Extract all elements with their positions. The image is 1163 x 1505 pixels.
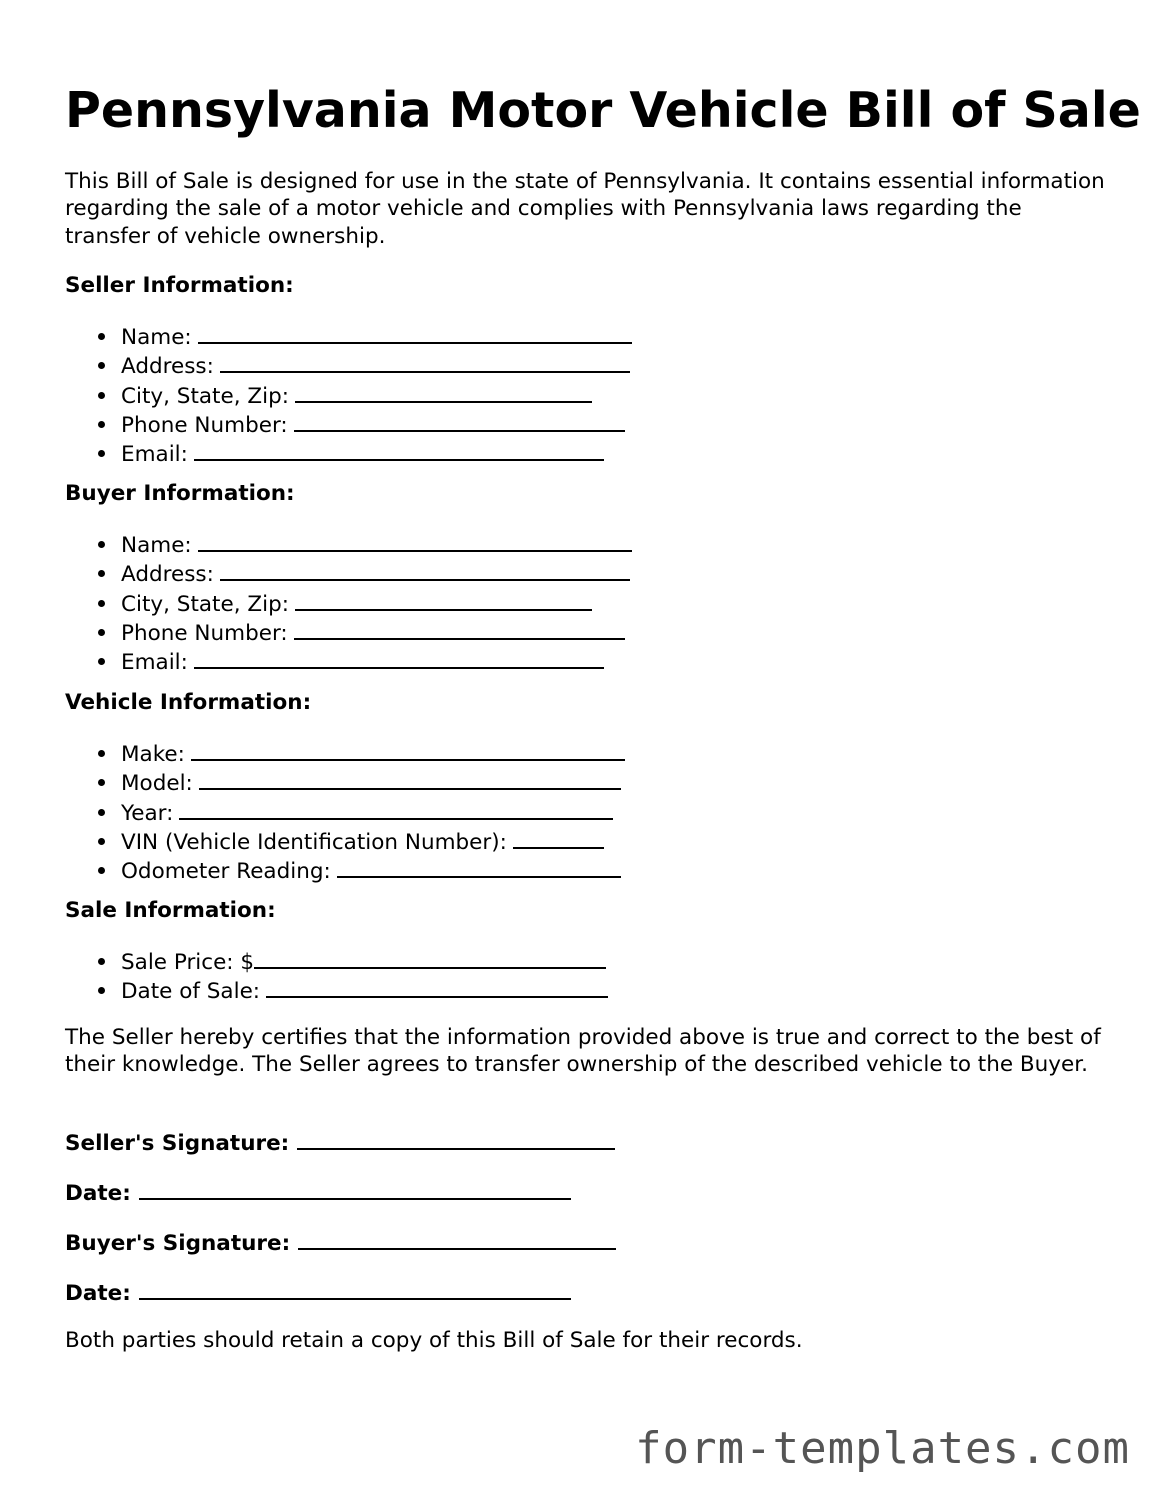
intro-paragraph: This Bill of Sale is designed for use in the state of Pennsylvania. It contains essential information regarding the sale of a motor vehicle and complies with Pennsylvania laws regarding the transfer of vehicle ownership. bbox=[65, 169, 1105, 249]
seller-address-blank[interactable] bbox=[220, 351, 630, 373]
vehicle-year-field bbox=[121, 798, 625, 827]
seller-date-blank[interactable] bbox=[139, 1178, 571, 1200]
seller-phone-blank[interactable] bbox=[294, 410, 625, 432]
field-label: Phone Number: bbox=[121, 620, 288, 646]
seller-city-state-zip-blank[interactable] bbox=[295, 381, 592, 403]
buyer-heading: Buyer Information: bbox=[65, 481, 295, 506]
buyer-date-line bbox=[65, 1278, 571, 1307]
buyer-address-blank[interactable] bbox=[220, 559, 630, 581]
document-title: Pennsylvania Motor Vehicle Bill of Sale bbox=[65, 82, 1141, 139]
seller-email-blank[interactable] bbox=[194, 439, 604, 461]
sale-date-field bbox=[121, 976, 608, 1005]
buyer-address-field bbox=[121, 559, 632, 588]
field-label: City, State, Zip: bbox=[121, 591, 289, 617]
buyer-name-blank[interactable] bbox=[198, 530, 632, 552]
buyer-city-state-zip-field bbox=[121, 589, 632, 618]
seller-phone-field bbox=[121, 410, 632, 439]
buyer-fields bbox=[65, 530, 632, 676]
sale-heading: Sale Information: bbox=[65, 898, 276, 923]
buyer-signature-label: Buyer's Signature: bbox=[65, 1231, 291, 1256]
field-label: Email: bbox=[121, 650, 188, 676]
seller-address-field bbox=[121, 351, 632, 380]
field-label: Phone Number: bbox=[121, 412, 288, 438]
vehicle-year-blank[interactable] bbox=[179, 798, 613, 820]
buyer-phone-blank[interactable] bbox=[294, 618, 625, 640]
certification-paragraph: The Seller hereby certifies that the information provided above is true and correct to the best of their knowledge. The Seller agrees to transfer ownership of the described vehicle to the Buyer. bbox=[65, 1025, 1101, 1078]
vehicle-fields bbox=[65, 739, 625, 885]
seller-name-blank[interactable] bbox=[198, 322, 632, 344]
buyer-city-state-zip-blank[interactable] bbox=[295, 589, 592, 611]
buyer-date-label: Date: bbox=[65, 1281, 131, 1306]
buyer-signature-blank[interactable] bbox=[298, 1228, 616, 1250]
field-label: City, State, Zip: bbox=[121, 383, 289, 409]
vehicle-vin-blank[interactable] bbox=[513, 827, 604, 849]
field-label: Make: bbox=[121, 742, 185, 767]
vehicle-odometer-blank[interactable] bbox=[337, 856, 621, 878]
buyer-email-field bbox=[121, 647, 632, 676]
buyer-email-blank[interactable] bbox=[194, 647, 604, 669]
seller-fields bbox=[65, 322, 632, 468]
buyer-signature-line bbox=[65, 1228, 616, 1257]
field-label: Email: bbox=[121, 442, 188, 468]
field-label: VIN (Vehicle Identification Number): bbox=[121, 829, 507, 855]
seller-signature-label: Seller's Signature: bbox=[65, 1131, 290, 1156]
buyer-phone-field bbox=[121, 618, 632, 647]
vehicle-heading: Vehicle Information: bbox=[65, 690, 312, 715]
sale-fields bbox=[65, 947, 608, 1006]
sale-price-field bbox=[121, 947, 608, 976]
seller-city-state-zip-field bbox=[121, 381, 632, 410]
field-label: Model: bbox=[121, 771, 193, 797]
seller-email-field bbox=[121, 439, 632, 468]
sale-price-blank[interactable] bbox=[254, 947, 606, 969]
field-label: Address: bbox=[121, 562, 214, 588]
field-label: Sale Price: $ bbox=[121, 950, 255, 975]
field-label: Odometer Reading: bbox=[121, 859, 331, 885]
seller-name-field bbox=[121, 322, 632, 351]
seller-signature-line bbox=[65, 1128, 615, 1157]
vehicle-odometer-field bbox=[121, 856, 625, 885]
sale-date-blank[interactable] bbox=[266, 976, 608, 998]
vehicle-model-blank[interactable] bbox=[199, 768, 621, 790]
field-label: Year: bbox=[121, 800, 174, 826]
watermark-text: form-templates.com bbox=[635, 1423, 1130, 1474]
vehicle-make-field bbox=[121, 739, 625, 768]
footer-note: Both parties should retain a copy of this Bill of Sale for their records. bbox=[65, 1328, 803, 1353]
buyer-date-blank[interactable] bbox=[139, 1278, 571, 1300]
field-label: Address: bbox=[121, 354, 214, 380]
seller-heading: Seller Information: bbox=[65, 273, 294, 298]
field-label: Date of Sale: bbox=[121, 979, 261, 1005]
seller-date-label: Date: bbox=[65, 1181, 131, 1206]
seller-date-line bbox=[65, 1178, 571, 1207]
seller-signature-blank[interactable] bbox=[297, 1128, 615, 1150]
vehicle-vin-field bbox=[121, 827, 625, 856]
buyer-name-field bbox=[121, 530, 632, 559]
field-label: Name: bbox=[121, 325, 192, 350]
vehicle-model-field bbox=[121, 768, 625, 797]
vehicle-make-blank[interactable] bbox=[191, 739, 625, 761]
field-label: Name: bbox=[121, 533, 192, 558]
